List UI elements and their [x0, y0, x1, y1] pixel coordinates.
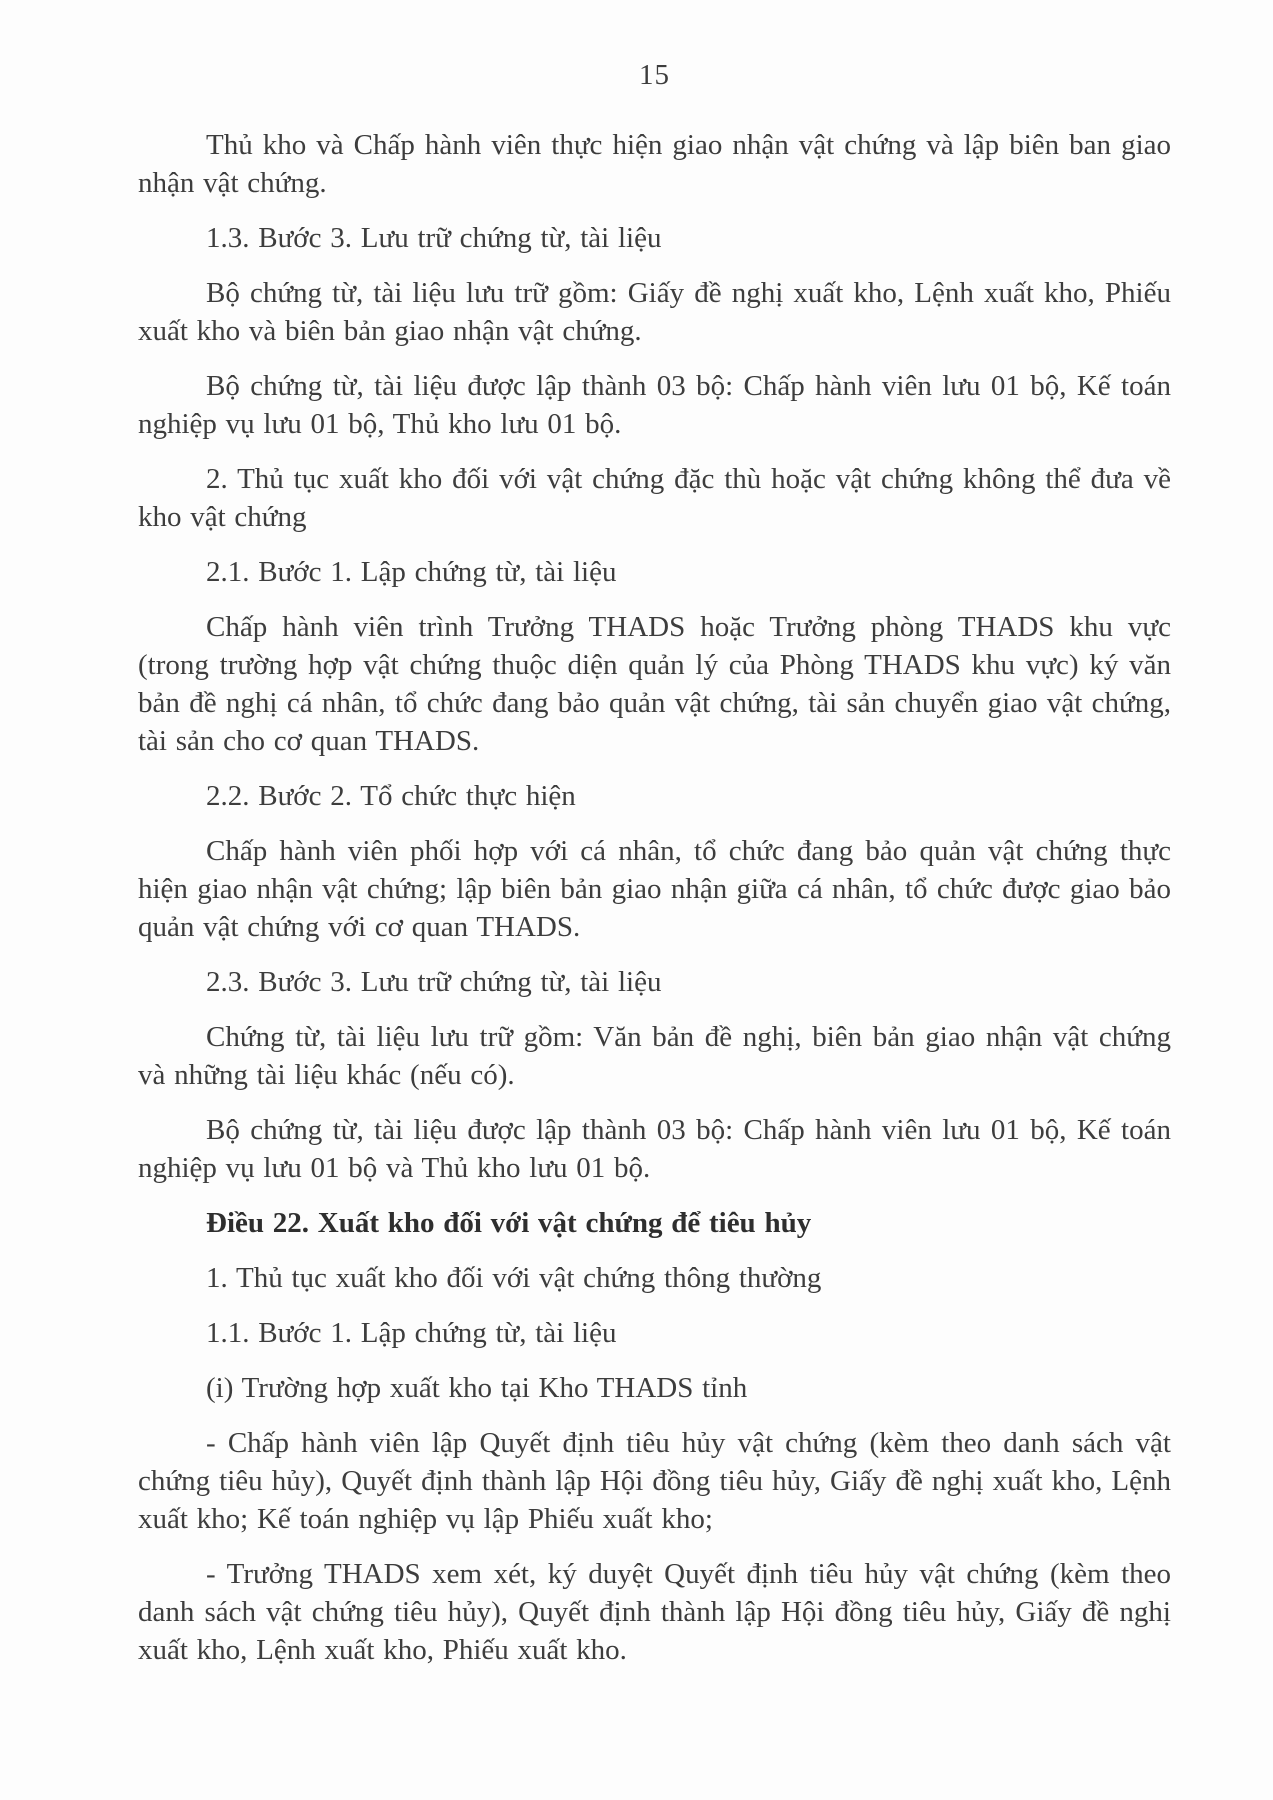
paragraph: 2.3. Bước 3. Lưu trữ chứng từ, tài liệu [206, 966, 662, 998]
paragraph: Chấp hành viên trình Trưởng THADS hoặc Trưởng phòng THADS khu vực (trong trường hợp vật chứng thuộc diện quản lý của Phòng THADS khu vực) ký văn bản đề nghị cá nhân, tổ chức đang bảo quản vật chứng, tài sản chuyển giao vật chứng, tài sản cho cơ quan THADS. [138, 611, 1171, 757]
paragraph: Chấp hành viên phối hợp với cá nhân, tổ chức đang bảo quản vật chứng thực hiện giao nhận vật chứng; lập biên bản giao nhận giữa cá nhân, tổ chức được giao bảo quản vật chứng với cơ quan THADS. [138, 835, 1171, 943]
paragraph: - Chấp hành viên lập Quyết định tiêu hủy vật chứng (kèm theo danh sách vật chứng tiêu hủy), Quyết định thành lập Hội đồng tiêu hủy, Giấy đề nghị xuất kho, Lệnh xuất kho; Kế toán nghiệp vụ lập Phiếu xuất kho; [138, 1427, 1171, 1535]
paragraph: Bộ chứng từ, tài liệu được lập thành 03 bộ: Chấp hành viên lưu 01 bộ, Kế toán nghiệp vụ lưu 01 bộ và Thủ kho lưu 01 bộ. [138, 1114, 1171, 1184]
paragraph: Bộ chứng từ, tài liệu được lập thành 03 bộ: Chấp hành viên lưu 01 bộ, Kế toán nghiệp vụ lưu 01 bộ, Thủ kho lưu 01 bộ. [138, 370, 1171, 440]
paragraph: (i) Trường hợp xuất kho tại Kho THADS tỉnh [206, 1372, 748, 1404]
paragraph: 1.3. Bước 3. Lưu trữ chứng từ, tài liệu [206, 222, 662, 254]
paragraph: 1. Thủ tục xuất kho đối với vật chứng thông thường [206, 1262, 822, 1294]
paragraph: 2. Thủ tục xuất kho đối với vật chứng đặc thù hoặc vật chứng không thể đưa về kho vật chứng [138, 463, 1171, 533]
paragraph: Chứng từ, tài liệu lưu trữ gồm: Văn bản đề nghị, biên bản giao nhận vật chứng và những tài liệu khác (nếu có). [138, 1021, 1171, 1091]
paragraph: Điều 22. Xuất kho đối với vật chứng để tiêu hủy [206, 1207, 812, 1239]
paragraph: Thủ kho và Chấp hành viên thực hiện giao nhận vật chứng và lập biên ban giao nhận vật chứng. [138, 129, 1171, 199]
paragraph: Bộ chứng từ, tài liệu lưu trữ gồm: Giấy đề nghị xuất kho, Lệnh xuất kho, Phiếu xuất kho và biên bản giao nhận vật chứng. [138, 277, 1171, 347]
paragraph: 2.1. Bước 1. Lập chứng từ, tài liệu [206, 556, 617, 588]
paragraph: 1.1. Bước 1. Lập chứng từ, tài liệu [206, 1317, 617, 1349]
paragraph: 2.2. Bước 2. Tổ chức thực hiện [206, 780, 576, 812]
page-number: 15 [639, 59, 670, 91]
document-body [138, 126, 1171, 1669]
paragraph: - Trưởng THADS xem xét, ký duyệt Quyết định tiêu hủy vật chứng (kèm theo danh sách vật chứng tiêu hủy), Quyết định thành lập Hội đồng tiêu hủy, Giấy đề nghị xuất kho, Lệnh xuất kho, Phiếu xuất kho. [138, 1558, 1171, 1666]
